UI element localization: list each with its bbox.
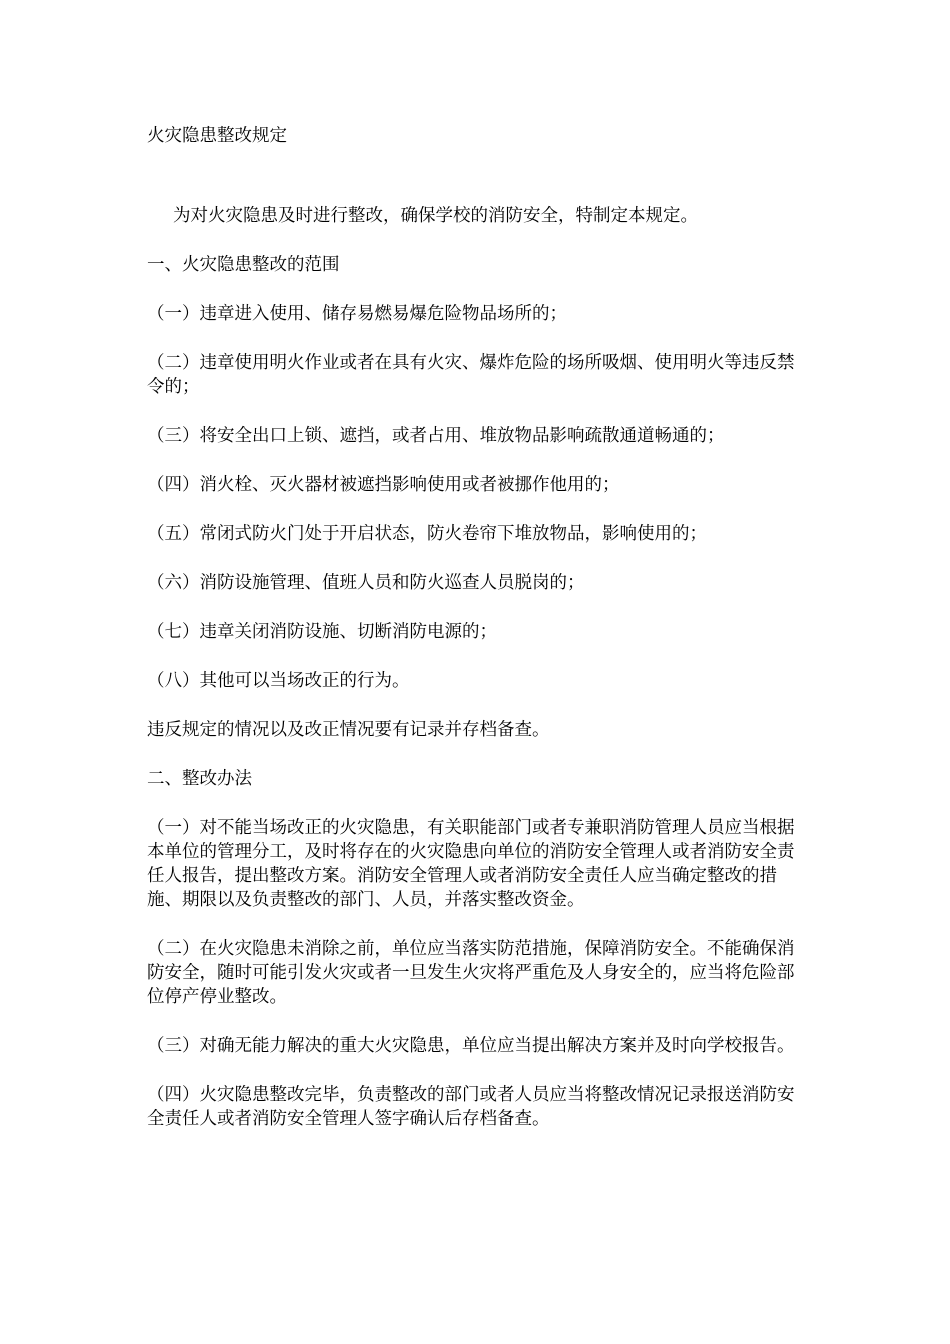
section-1-item-1: （一）违章进入使用、储存易燃易爆危险物品场所的； (147, 304, 567, 324)
section-1-item-8: （八）其他可以当场改正的行为。 (147, 671, 410, 691)
section-2-item-1: （一）对不能当场改正的火灾隐患，有关职能部门或者专兼职消防管理人员应当根据本单位的管理分工，及时将存在的火灾隐患向单位的消防安全管理人或者消防安全责任人报告，提出整改方案。消防安全管理人或者消防安全责任人应当确定整改的措施、期限以及负责整改的部门、人员，并落实整改资金。 (147, 818, 795, 910)
section-1-item-2: （二）违章使用明火作业或者在具有火灾、爆炸危险的场所吸烟、使用明火等违反禁令的； (147, 353, 795, 397)
section-1-note: 违反规定的情况以及改正情况要有记录并存档备查。 (147, 720, 550, 740)
section-2-heading: 二、整改办法 (147, 769, 252, 789)
intro-paragraph: 为对火灾隐患及时进行整改，确保学校的消防安全，特制定本规定。 (173, 206, 698, 226)
section-1-heading: 一、火灾隐患整改的范围 (147, 255, 340, 275)
document-page (147, 124, 805, 1156)
section-1-item-6: （六）消防设施管理、值班人员和防火巡查人员脱岗的； (147, 573, 585, 593)
section-1-item-4: （四）消火栓、灭火器材被遮挡影响使用或者被挪作他用的； (147, 475, 620, 495)
section-2-item-3: （三）对确无能力解决的重大火灾隐患，单位应当提出解决方案并及时向学校报告。 (147, 1036, 795, 1056)
section-1-item-7: （七）违章关闭消防设施、切断消防电源的； (147, 622, 497, 642)
section-1-item-3: （三）将安全出口上锁、遮挡，或者占用、堆放物品影响疏散通道畅通的； (147, 426, 725, 446)
section-2-item-4: （四）火灾隐患整改完毕，负责整改的部门或者人员应当将整改情况记录报送消防安全责任人或者消防安全管理人签字确认后存档备查。 (147, 1085, 795, 1129)
document-title: 火灾隐患整改规定 (147, 126, 287, 146)
section-1-item-5: （五）常闭式防火门处于开启状态，防火卷帘下堆放物品，影响使用的； (147, 524, 707, 544)
section-2-item-2: （二）在火灾隐患未消除之前，单位应当落实防范措施，保障消防安全。不能确保消防安全，随时可能引发火灾或者一旦发生火灾将严重危及人身安全的，应当将危险部位停产停业整改。 (147, 939, 795, 1007)
